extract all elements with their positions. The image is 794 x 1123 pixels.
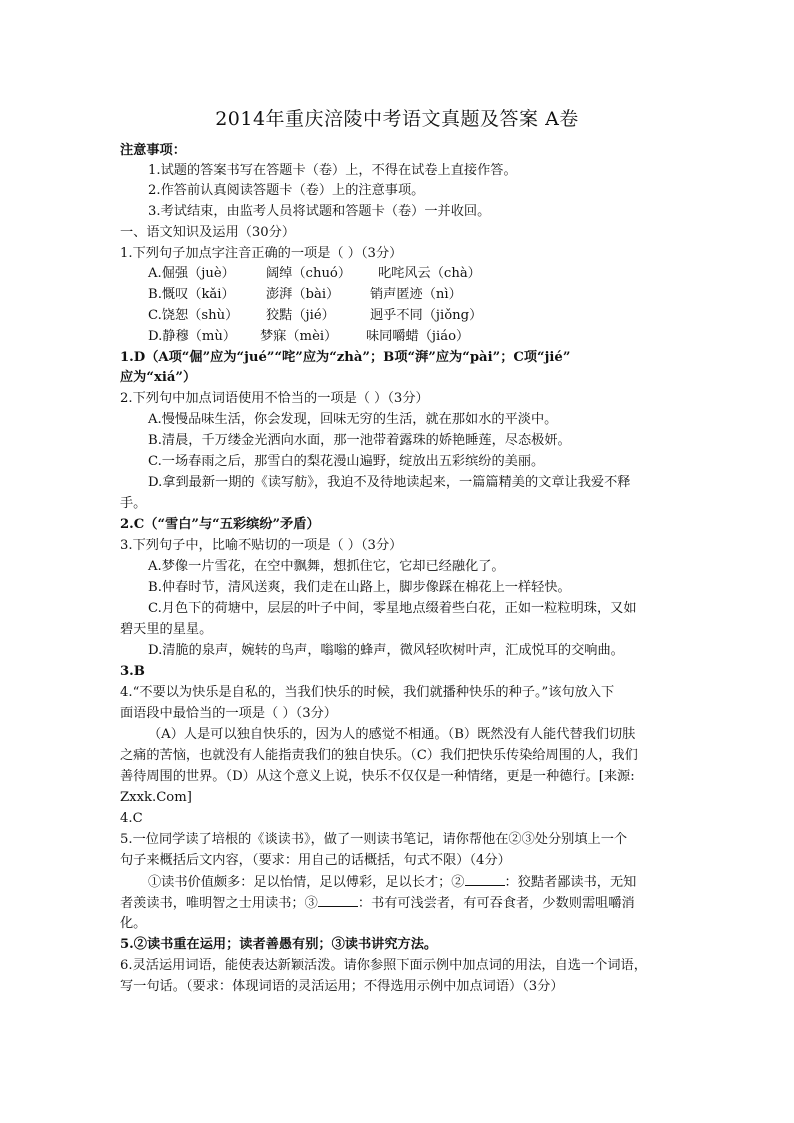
option-cell: 梦寐（mèi） [260, 329, 338, 344]
answer-text: 5.②读书重在运用；读者善愚有别；③读书讲究方法。 [120, 937, 438, 952]
option-cell: 味同嚼蜡（jiáo） [366, 329, 470, 344]
document-title: 2014年重庆涪陵中考语文真题及答案 A卷 [215, 108, 579, 130]
option-text: D.拿到最新一期的《读写舫》，我迫不及待地读起来，一篇篇精美的文章让我爱不释 [148, 475, 631, 490]
option-cell: D.静穆（mù） [148, 329, 237, 344]
notice-item: 2.作答前认真阅读答题卡（卷）上的注意事项。 [148, 183, 425, 198]
option-text: 手。 [120, 496, 147, 511]
option-cell: 迥乎不同（jiǒng） [370, 308, 483, 323]
option-cell: C.饶恕（shù） [148, 308, 239, 323]
question-stem: 句子来概括后文内容，（要求：用自己的话概括，句式不限）（4分） [120, 853, 511, 868]
answer-text: 2.C（“雪白”与“五彩缤纷”矛盾） [120, 517, 320, 532]
option-text: 碧天里的星星。 [120, 622, 213, 637]
answer-text: 1.D（A项“倔”应为“jué”“咤”应为“zhà”；B项“湃”应为“pài”；C项“jié” [120, 350, 571, 365]
notice-item: 1.试题的答案书写在答题卡（卷）上，不得在试卷上直接作答。 [148, 163, 517, 178]
option-cell: 澎湃（bài） [266, 287, 340, 302]
note-text: ：书有可浅尝者，有可吞食者，少数则需咀嚼消 [357, 896, 635, 911]
note-line: 化。 [120, 916, 147, 931]
option-cell: 狡黠（jié） [266, 308, 335, 323]
question-stem: 5.一位同学读了培根的《谈读书》，做了一则读书笔记，请你帮他在②③处分别填上一个 [120, 832, 628, 847]
option-text: C.一场春雨之后，那雪白的梨花漫山遍野，绽放出五彩缤纷的美丽。 [148, 454, 545, 469]
passage-text: Zxxk.Com] [120, 790, 192, 805]
fill-blank[interactable] [318, 894, 358, 907]
passage-text: （A）人是可以独自快乐的，因为人的感觉不相通。（B）既然没有人能代替我们切肤 [148, 727, 636, 742]
option-cell: 阔绰（chuó） [266, 266, 352, 281]
note-line [120, 894, 635, 913]
question-stem: 面语段中最恰当的一项是（ ）（3分） [120, 706, 337, 721]
option-text: B.清晨，千万缕金光洒向水面，那一池带着露珠的娇艳睡莲，尽态极妍。 [148, 433, 571, 448]
notice-heading: 注意事项： [120, 143, 186, 158]
answer-text: 应为“xiá”） [120, 370, 197, 385]
answer-text: 3.B [120, 664, 145, 679]
option-cell: 销声匿迹（nì） [370, 287, 462, 302]
answer-text: 4.C [120, 811, 143, 826]
question-stem: 2.下列句中加点词语使用不恰当的一项是（ ）（3分） [120, 391, 429, 406]
note-text: ①读书价值颇多：足以怡情，足以傅彩，足以长才；② [148, 875, 465, 890]
option-cell: A.倔强（juè） [148, 266, 235, 281]
question-stem: 1.下列句子加点字注音正确的一项是（ ）（3分） [120, 246, 403, 261]
section-heading: 一、语文知识及运用（30分） [120, 225, 296, 240]
option-text: A.梦像一片雪花，在空中飘舞，想抓住它，它却已经融化了。 [148, 559, 505, 574]
option-text: D.清脆的泉声，婉转的鸟声，嗡嗡的蜂声，微风轻吹树叶声，汇成悦耳的交响曲。 [148, 643, 624, 658]
option-cell: B.慨叹（kǎi） [148, 287, 235, 302]
option-text: B.仲春时节，清风送爽，我们走在山路上，脚步像踩在棉花上一样轻快。 [148, 580, 571, 595]
question-stem: 4.“不要以为快乐是自私的，当我们快乐的时候，我们就播种快乐的种子。”该句放入下 [120, 685, 615, 700]
notice-item: 3.考试结束，由监考人员将试题和答题卡（卷）一并收回。 [148, 204, 491, 219]
note-text: ：狡黠者鄙读书，无知 [504, 875, 637, 890]
note-line [148, 873, 636, 892]
option-text: C.月色下的荷塘中，层层的叶子中间，零星地点缀着些白花，正如一粒粒明珠，又如 [148, 601, 637, 616]
option-cell: 叱咤风云（chà） [378, 266, 481, 281]
option-text: A.慢慢品味生活，你会发现，回味无穷的生活，就在那如水的平淡中。 [148, 412, 558, 427]
note-text: 者羡读书，唯明智之士用读书；③ [120, 896, 318, 911]
question-stem: 3.下列句子中，比喻不贴切的一项是（ ）（3分） [120, 538, 403, 553]
question-stem: 写一句话。（要求：体现词语的灵活运用；不得选用示例中加点词语）（3分） [120, 979, 564, 994]
fill-blank[interactable] [465, 873, 505, 886]
question-stem: 6.灵活运用词语，能使表达新颖活泼。请你参照下面示例中加点词的用法，自选一个词语， [120, 958, 647, 973]
passage-text: 善待周围的世界。（D）从这个意义上说，快乐不仅仅是一种情绪，更是一种德行。[来源: [120, 769, 635, 784]
passage-text: 之痛的苦恼，也就没有人能指责我们的独自快乐。（C）我们把快乐传染给周围的人，我们 [120, 748, 638, 763]
